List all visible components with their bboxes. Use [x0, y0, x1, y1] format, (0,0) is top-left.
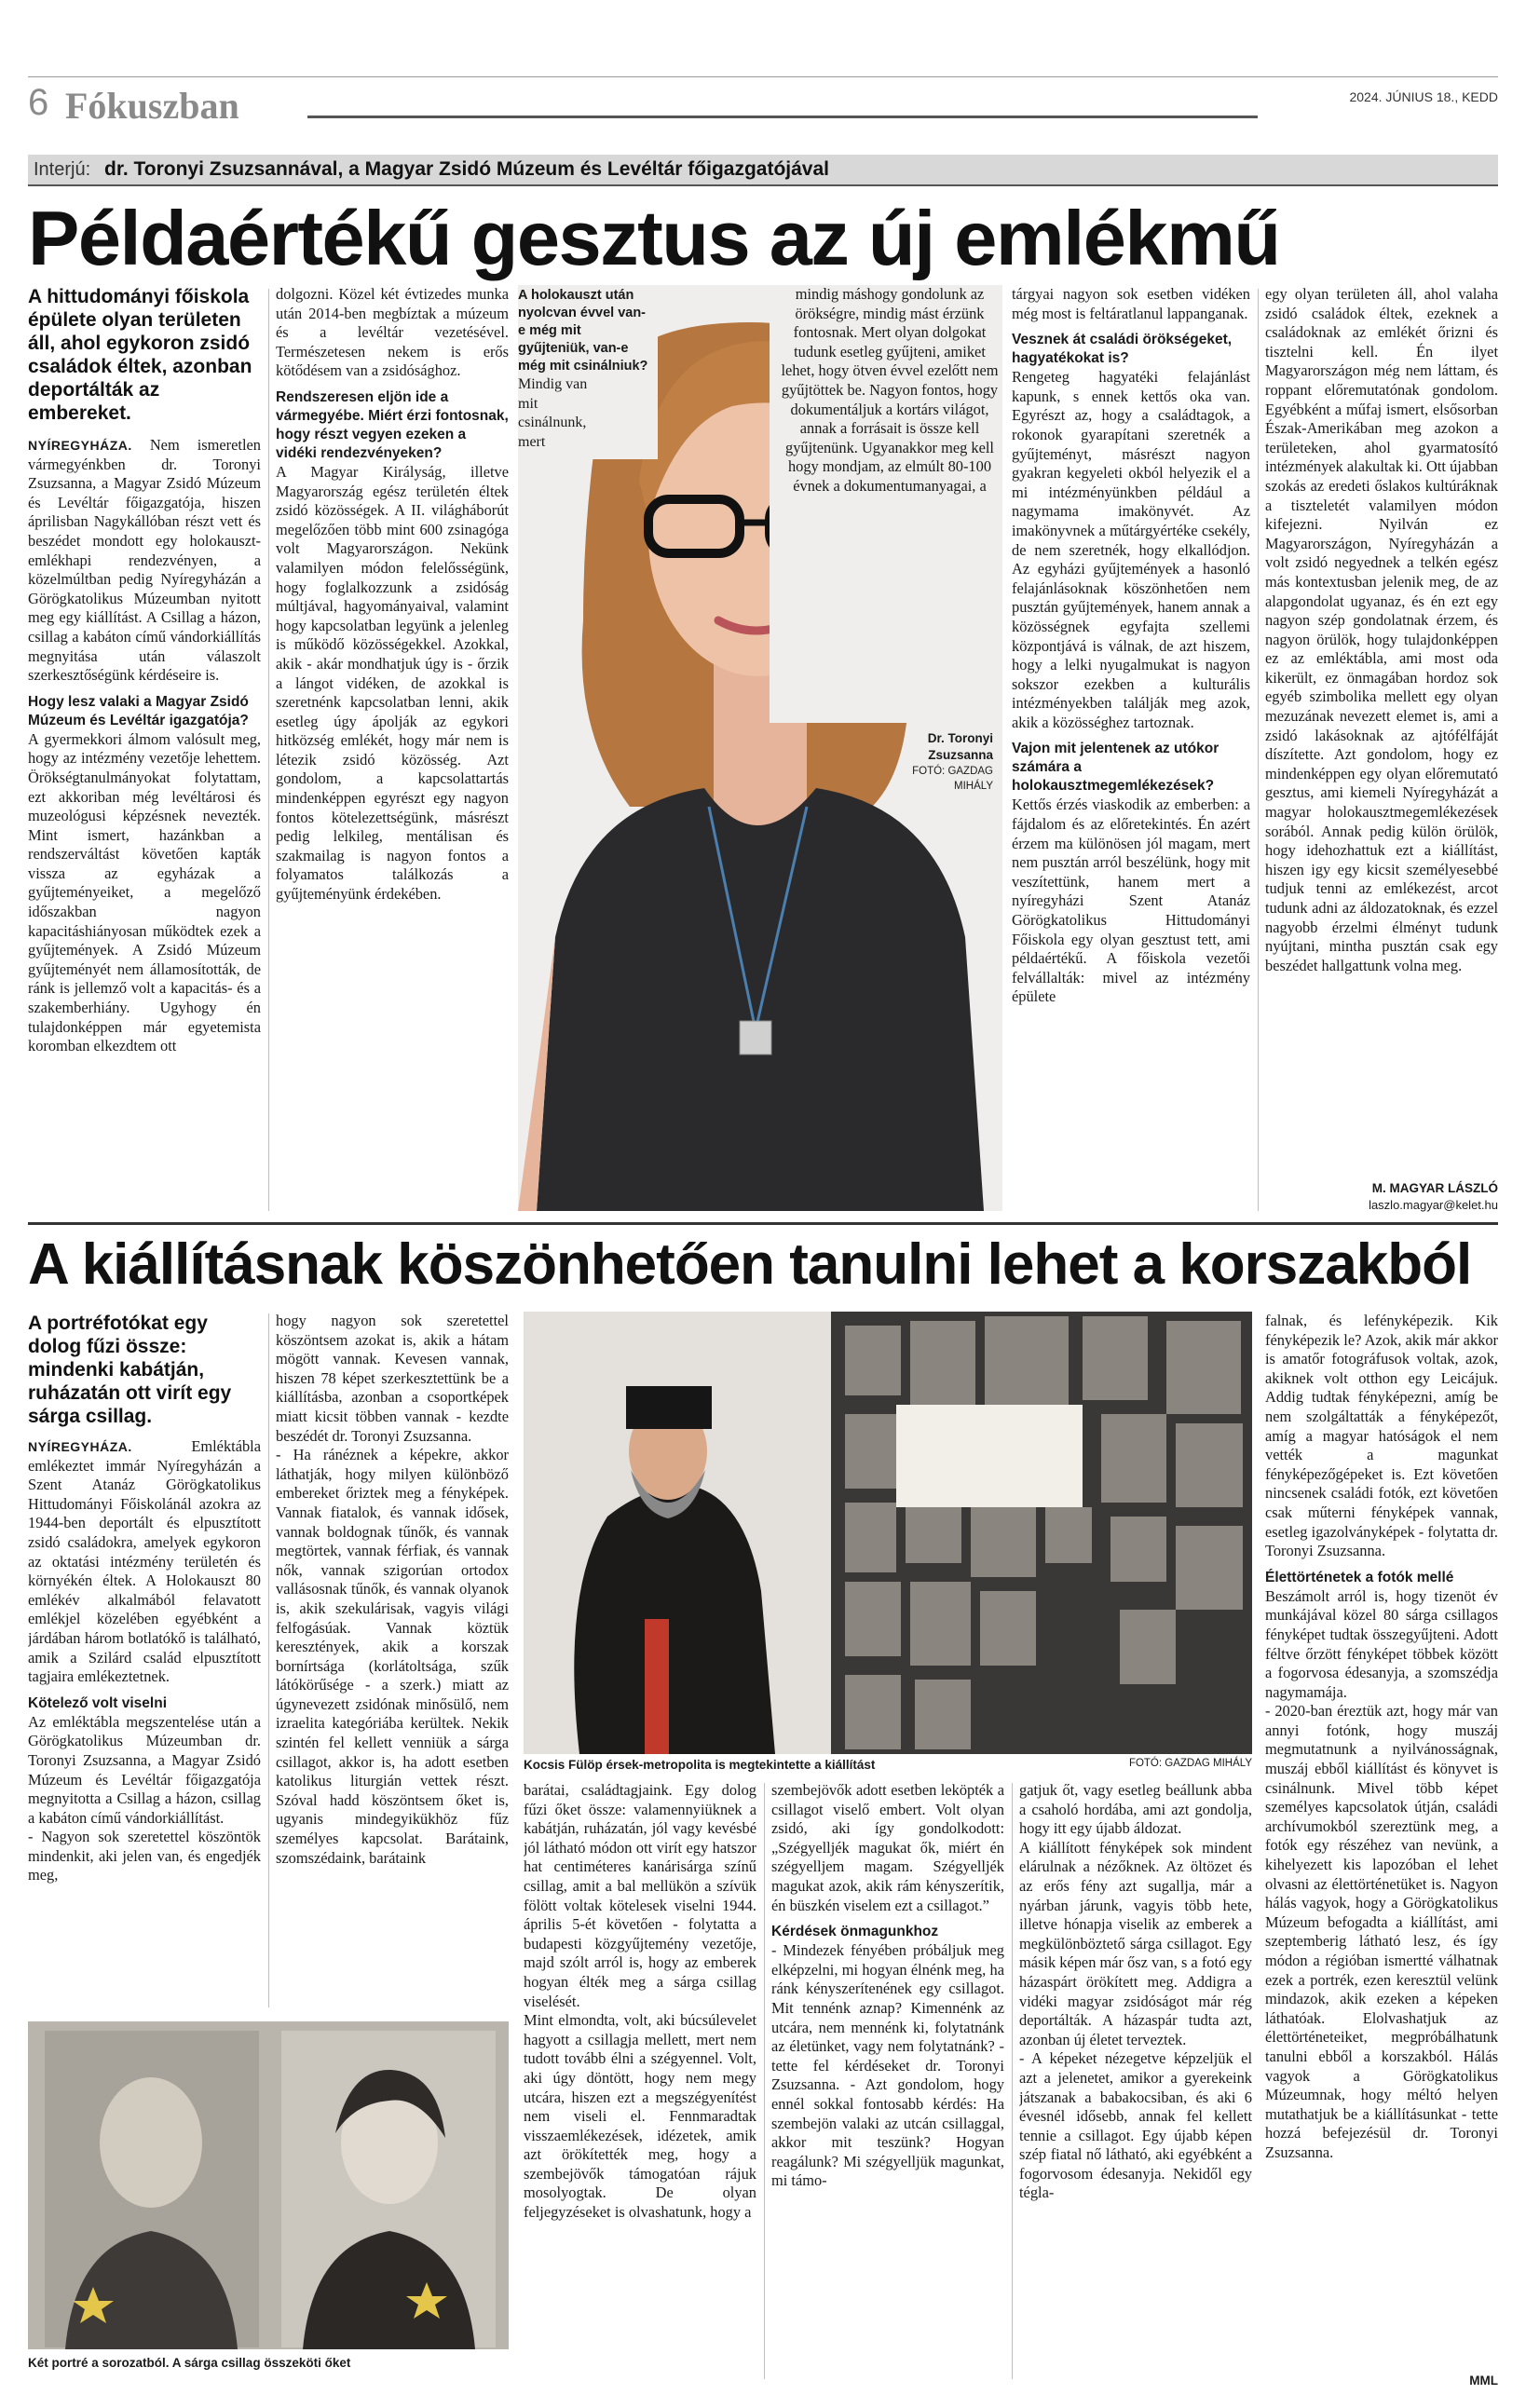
article1-paragraph: Rengeteg hagyatéki felajánlást kapunk, s ennek kettős oka van. Egyrészt az, hogy a családtagok, a rokonok gyarapítani szeretnék a gyűjteményt, másrészt nagyon gyakran kegyeleti okból helyezik el a mi intézményünkben például a nagymama imakönyvét. Az imakönyvnek a műtárgyértéke csekély, de nem szeretnék, hogy elkallódjon. Az egyházi gyűjtemények a hasonló felajánlásoknak köszönhetően nem pusztán gyűjtemények, hanem annak a közösségnek egyfajta szellemi központjává is válnak, de azt hiszem, hogy a lelki nyugalmukat is nagyon sokszor ezekben a kulturális intézményekben találják meg azok, akik a közösséghez tartoznak.	[1012, 368, 1250, 731]
article1-col2	[276, 285, 509, 1217]
portraits-photo	[28, 2021, 509, 2349]
article2-paragraph: - A képeket nézegetve képzeljük el azt a jelenetet, amikor a gyerekeink játszanak a babakocsiban, és aki 6 évesnél idősebb, annak fel kellett tennie a csillagot. Egy újabb képen szép fiatal nő látható, aki egyébként a fogorvosom édesanyja. Nekidől egy tégla-	[1019, 2049, 1252, 2202]
article1-byline-email: laszlo.magyar@kelet.hu	[1369, 1198, 1498, 1212]
column-rule	[268, 289, 269, 1211]
kicker-text: dr. Toronyi Zsuzsannával, a Magyar Zsidó Múzeum és Levéltár főigazgatójával	[104, 158, 829, 180]
article2-paragraph: - Nagyon sok szeretettel köszöntök mindenkit, aki jelen van, és engedjék meg,	[28, 1828, 261, 1884]
article1-lead: A hittudományi főiskola épülete olyan területen áll, ahol egykoron zsidó családok éltek, azonban deportálták az embereket.	[28, 286, 252, 424]
photo2-credit: FOTÓ: GAZDAG MIHÁLY	[1128, 1758, 1252, 1769]
page-header	[28, 76, 1498, 134]
column-rule	[1012, 1783, 1013, 2379]
article2-signoff: MML	[1469, 2374, 1498, 2388]
article1-headline: Példaértékű gesztus az új emlékmű	[28, 195, 1280, 281]
article1-question: Vesznek át családi örökségeket, hagyatékokat is?	[1012, 332, 1233, 367]
exhibition-photo	[524, 1312, 1252, 1754]
article1-col6	[1265, 285, 1498, 1177]
photo1-caption-credit: FOTÓ: GAZDAG MIHÁLY	[912, 766, 993, 792]
header-rule	[307, 116, 1258, 118]
section-title: Fókuszban	[65, 85, 239, 127]
column-rule	[268, 1313, 269, 2007]
photo1-caption	[881, 730, 993, 794]
article2-paragraph: falnak, és lefényképezik. Kik fényképezik le? Azok, akik már akkor is amatőr fotográfusok voltak, azok, akiknek volt otthon egy Leicájuk. Addig tudtak fényképezni, amíg be nem szolgáltatták a fényképezőt, amíg a magyar hatóságok el nem vették a magunkat fényképezőgépeket is. Ezt követően nincsenek családi fotók, ezt követően csak műterni fényképek vannak, esetleg igazolványképek - folytatta dr. Toronyi Zsuzsanna.	[1265, 1312, 1498, 1560]
column-rule	[1258, 289, 1259, 1211]
article2-dateline: NYÍREGYHÁZA.	[28, 1439, 132, 1454]
article2-paragraph: Az emléktábla megszentelése után a Görögkatolikus Múzeumban dr. Toronyi Zsuzsanna, a Magyar Zsidó Múzeum és Levéltár főigazgatója megnyitotta a Csillag a házon, csillag a kabáton című vándorkiállítást.	[28, 1712, 261, 1827]
article2-question: Élettörténetek a fotók mellé	[1265, 1569, 1454, 1585]
article1-paragraph: Nem ismeretlen vármegyénkben dr. Toronyi Zsuzsanna, a Magyar Zsidó Múzeum és Levéltár főigazgatója, hiszen áprilisban Nagykállóban részt vett és beszédet mondott egy holokauszt-emlékhapi rendezvényen, a közelmúltban pedig Nyíregyházán a Görögkatolikus Múzeumban nyitott meg egy kiállítást. A Csillag a házon, csillag a kabáton című vándorkiállítás megnyitása után válaszolt szerkesztőségünk kérdéseire is.	[28, 436, 261, 685]
article2-paragraph: - Ha ránéznek a képekre, akkor láthatják, hogy milyen különböző embereket őriztek meg a fényképek. Vannak fiatalok, és vannak idősek, vannak boldognak tűnők, és vannak megtörtek, vannak férfiak, és vannak nők, vannak szigorúan ortodox vallásosnak tűnők, és vannak olyanok is, akik szekulárisak, vagyis világi felfogásúak. Vannak köztük keresztények, akik a korszak bornírtsága (korlátoltsága, szűk látókörűsége - a szerk.) miatt az úgynevezett zsidónak minősülő, nem izraelita kategóriába kerültek. Nekik szintén fel kellett venniük a sárga csillagot, akkor is, ha adott esetben katolikus liturgián vettek részt. Szóval hadd köszöntsem őket is, ugyanis mindegyikükhöz fűz személyes kapcsolat. Barátaink, szomszédaink, barátaink	[276, 1446, 509, 1867]
article2-paragraph: barátai, családtagjaink. Egy dolog fűzi őket össze: valamennyiüknek a kabátján, ruházatán, jól vagy kevésbé jól látható módon ott virít egy hatszor hat centiméteres kanárisárga színű csillag, amit a bal mellükön a szívük fölött voltak kötelesek viselni 1944. április 5-ét követően - folytatta a budapesti közgyűjtemény vezetője, majd szólt arról is, hogy az emberek hogyan élték meg a sárga csillag viselését.	[524, 1781, 756, 2010]
article2-question: Kötelező volt viselni	[28, 1694, 168, 1711]
photo1-text-block	[770, 285, 1002, 723]
article-divider	[28, 1222, 1498, 1225]
article1-byline: M. MAGYAR LÁSZLÓ	[1371, 1181, 1498, 1195]
article1-paragraph: mindig máshogy gondolunk az örökségre, mindig mást érzünk fontosnak. Mert olyan dolgokat tudunk esetleg gyűjteni, amiket lehet, hogy ötven évvel ezelőtt nem gyűjtöttek be. Nagyon fontos, hogy dokumentáljuk a kortárs világot, annak a forrásait is össze kell gyűjtenünk. Ugyanakkor meg kell hogy mondjam, az elmúlt 80-100 évnek a dokumentumanyagai, a	[781, 285, 999, 495]
article1-paragraph: Kettős érzés viaskodik az emberben: a fájdalom és az előretekintés. Én azért érzem ma különösen jól magam, mert nem pusztán arról beszélünk, hogy mit veszítettünk, hanem mert a nyíregyházi Szent Atanáz Görögkatolikus Hittudományi Főiskola egy olyan gesztust tett, ami példaértékű. A főiskola vezetői felvállalták: mivel az intézmény épülete	[1012, 796, 1250, 1006]
article2-col5	[1019, 1781, 1252, 2387]
portrait-photo	[518, 285, 1002, 1211]
article2-paragraph: szembejövők adott esetben leköpték a csillagot viselő embert. Volt olyan zsidó, aki így gondolkodott: „Szégyelljék magukat ők, miért én szégyelljem magam. Szégyelljék magukat azok, akik rám kényszerítik, én büszkén viselem ezt a csillagot.”	[771, 1781, 1004, 1914]
article2-col3	[524, 1781, 756, 2387]
article1-col5	[1012, 285, 1250, 1217]
article2-col4	[771, 1781, 1004, 2387]
article2-paragraph: hogy nagyon sok szeretettel köszöntsem azokat is, akik a hátam mögött vannak. Kevesen vannak, hiszen 78 képet szerkesztettünk be a kiállításba, azonban a csoportképek miatt kicsit többen vannak - kezdte beszédét dr. Toronyi Zsuzsanna.	[276, 1312, 509, 1445]
article1-paragraph: egy olyan területen áll, ahol valaha zsidó családok éltek, ezeknek a családoknak az emlékét őrizni és tisztelni kell. Én ilyet Magyarországon még nem láttam, és roppant előremutatónak gondolom. Egyébként a műfaj ismert, elsősorban Észak-Amerikában meg azokon a területeken, ahol gyarmatosító intézmények alakultak ki. Ott újabban szokás az eredeti őslakos kultúráknak a tiszteletét valamilyen módon kifejezni. Nyilván ez Magyarországon, Nyíregyházán a volt zsidó negyednek a telkén egész más kontextusban jelenik meg, de az alapgondolat ugyanaz, és én ezt egy nagyon szép gondolatnak érzem, és nagyon örülök, hogy tulajdonképpen ez az emléktábla, ami most oda kikerült, ez önmagában hordoz sok egyéb szimbolika mellett egy olyan mezuzának nevezett elemet is, ami a zsidó lakásoknak az ajtófélfáját díszítette. Azt gondolom, hogy ez mindenképpen egy olyan előremutató gesztus, ami kiemeli Nyíregyházát a magyar holokausztmegemlékezések sorából. Annak pedig külön örülök, hogy idehozhattuk ezt a kiállítást, hiszen igy egy kicsit személyesebbé tudjuk tenni az emlékezést, arcot tudunk adni az áldozatoknak, és ezzel nagyobb érzelmi élményt tudunk nyújtani, mintha pusztán csak egy beszédet hallgattunk volna meg.	[1265, 285, 1498, 974]
article2-paragraph: Emléktábla emlékeztet immár Nyíregyházán a Szent Atanáz Görögkatolikus Hittudományi Főiskolánál azokra az 1944-ben deportált és elpusztított zsidó családokra, amelyek egykoron az oktatási intézmény területén és környékén éltek. A Holokauszt 80 emlékév alkalmából felavatott emlékjel közelében egyébként a járdában három botlatókő is található, amik a Szilárd család elpusztított tagjaira emlékeztetnek.	[28, 1437, 261, 1686]
article2-col6	[1265, 1312, 1498, 2374]
article2-paragraph: A kiállított fényképek sok mindent elárulnak a nézőknek. Az öltözet és az erős fény azt sugallja, már a nyárban járunk, vagyis több hete, illetve hónapja viselik az emberek a megkülönböztető sárga csillagot. Egy másik képen már ősz van, s a fotó egy házaspárt örökített meg. Addigra a vidéki magyar zsidóságot már rég deportálták. A házaspár tudta azt, azonban új életet terveztek.	[1019, 1838, 1252, 2048]
interview-kicker	[28, 155, 1498, 186]
article2-headline: A kiállításnak köszönhetően tanulni lehet a korszakból	[28, 1232, 1472, 1297]
photo1-question-block	[518, 285, 658, 459]
exhibition-illustration	[524, 1312, 1252, 1754]
photo3-caption: Két portré a sorozatból. A sárga csillag összeköti őket	[28, 2356, 351, 2370]
article2-paragraph: Beszámolt arról is, hogy tizenöt év munkájával közel 80 sárga csillagos fényképet tudtak összegyűjteni. Adott féltve őrzött fényképet többek között a fogorvosa édesanyja, a szomszédja nagymamája.	[1265, 1586, 1498, 1701]
article1-question: Rendszeresen eljön ide a vármegyébe. Miért érzi fontosnak, hogy részt vegyen ezeken a vidéki rendezvényeken?	[276, 388, 509, 461]
article1-question: A holokauszt után nyolcvan évvel van-e még mit gyűjteniük, van-e még mit csinálniuk?	[518, 288, 648, 374]
article1-paragraph: Mindig van mit csinálnunk, mert	[518, 376, 588, 450]
header-top-rule	[28, 76, 1498, 77]
portraits-illustration	[28, 2021, 509, 2349]
article2-question: Kérdések önmagunkhoz	[771, 1924, 939, 1940]
article2-col1	[28, 1312, 261, 2015]
photo1-caption-name: Dr. Toronyi Zsuzsanna	[927, 731, 993, 762]
article1-paragraph: tárgyai nagyon sok esetben vidéken még most is feltáratlanul lappanganak.	[1012, 285, 1250, 322]
page-number: 6	[28, 82, 49, 123]
article2-lead: A portréfotókat egy dolog fűzi össze: mindenki kabátján, ruházatán ott virít egy sárga csillag.	[28, 1313, 232, 1427]
article2-paragraph: Mint elmondta, volt, aki búcsúlevelet hagyott a csillagja mellett, mert nem tudott tovább élni a szégyennel. Volt, aki úgy döntött, hogy nem megy utcára, hiszen ezt a megszégyenítést nem viseli el. Fennmaradtak visszaemlékezések, idézetek, amik azt örökítették meg, hogy a szembejövők támogatóan rájuk mosolyogtak. De olyan feljegyzéseket is olvashatunk, hogy a	[524, 2011, 756, 2222]
kicker-label: Interjú:	[34, 159, 91, 180]
article1-question: Vajon mit jelentenek az utókor számára a holokausztmegemlékezések?	[1012, 741, 1219, 795]
article1-paragraph: A gyermekkori álmom valósult meg, hogy az intézmény vezetője lehettem. Örökségtanulmányokat folytattam, ezt akkoriban még levéltárosi és muzeológusi képzésnek nevezték. Mint ismert, hazánkban a rendszerváltást követően kapták vissza az egyházak a gyűjteményeiket, a megelőző időszakban nagyon kapacitáshiányosan működtek ezek a gyűjtemények. A Zsidó Múzeum gyűjteményét nem államosították, de ránk is jellemző volt a kapacitás- és a szakemberhiány. Ugyhogy én tulajdonképpen már egyetemista koromban elkezdtem ott	[28, 729, 261, 1055]
article1-paragraph: dolgozni. Közel két évtizedes munka után 2014-ben megbíztak a múzeum és a levéltár vezetésével. Természetesen nekem is erős kötődésem van a zsidósághoz.	[276, 285, 509, 380]
photo2-caption: Kocsis Fülöp érsek-metropolita is megtekintette a kiállítást	[524, 1758, 876, 1772]
article2-paragraph: gatjuk őt, vagy esetleg beállunk abba a csaholó hordába, ami azt gondolja, hogy itt egy újabb áldozat.	[1019, 1781, 1252, 1838]
article1-question: Hogy lesz valaki a Magyar Zsidó Múzeum és Levéltár igazgatója?	[28, 693, 249, 728]
column-rule	[764, 1783, 765, 2379]
article1-dateline: NYÍREGYHÁZA.	[28, 438, 132, 453]
article1-paragraph: A Magyar Királyság, illetve Magyarország egész területén éltek zsidó közösségek. A II. világháborút megelőzően több mint 600 zsinagóga volt Magyarországon. Nekünk valamilyen módon felelősségünk, hogy foglalkozzunk a zsidóság múltjával, hagyományaival, valamint hogy kapcsolatban legyünk a jelenleg is működő közösségekkel. Azokkal, akik - akár mondhatjuk úgy is - őrzik a lángot vidéken, de azokkal is szeretnénk kapcsolatban lenni, akik esetleg úgy ápolják az egykori hitközség emlékét, hogy már nem is létezik zsidó közösség. Azt gondolom, a kapcsolattartás mindenképpen egyrészt egy nagyon fontos kötelezettségünk, másrészt pedig lelkileg, mentálisan és szakmailag is nagyon fontos a folyamatos találkozás a gyűjteményünk érdekében.	[276, 462, 509, 904]
header-date: 2024. JÚNIUS 18., KEDD	[1349, 89, 1498, 104]
article2-paragraph: - 2020-ban éreztük azt, hogy már van annyi fotónk, hogy muszáj megmutatnunk a nyilvánosságnak, muszáj ebből kiállítást és könyvet is csinálnunk. Mivel több képet személyes kapcsolatok útján, családi archívumokból szereztünk meg, a fotók egy részéhez van nevünk, a kihelyezett kis lapozóban el lehet olvasni az élettörténetüket is. Nagyon hálás vagyok, hogy a Görögkatolikus Múzeum befogadta a kiállítást, ami szeptemberig látható lesz, és így módon a régióban ismertté válhatnak ezek a portrék, ezen keresztül velünk mindazok, akik ezeken a képeken láthatóak. Elolvashatjuk az élettörténeteiket, megpróbálhatunk tanulni ebből a korszakból. Hálás vagyok a Görögkatolikus Múzeumnak, hogy méltó helyen mutathatjuk be a kiállításunkat - tette hozzá befejezésül dr. Toronyi Zsuzsanna.	[1265, 1702, 1498, 2161]
article1-col1	[28, 285, 261, 1217]
article2-col2	[276, 1312, 509, 2015]
article2-paragraph: - Mindezek fényében próbáljuk meg elképzelni, mi hogyan élnénk meg, ha ránk kényszerítenének egy csillagot. Mit tennénk aznap? Kimennénk az utcára, nem mennénk ki, folytatnánk az életünket, vagy nem folytatnánk? - tette fel kérdéseket dr. Toronyi Zsuzsanna. - Azt gondolom, hogy ennél sokkal fontosabb kérdés: Ha szembejön valaki az utcán csillaggal, akkor mit teszünk? Hogyan reagálunk? Mi szégyelljük magunkat, mi támo-	[771, 1941, 1004, 2190]
